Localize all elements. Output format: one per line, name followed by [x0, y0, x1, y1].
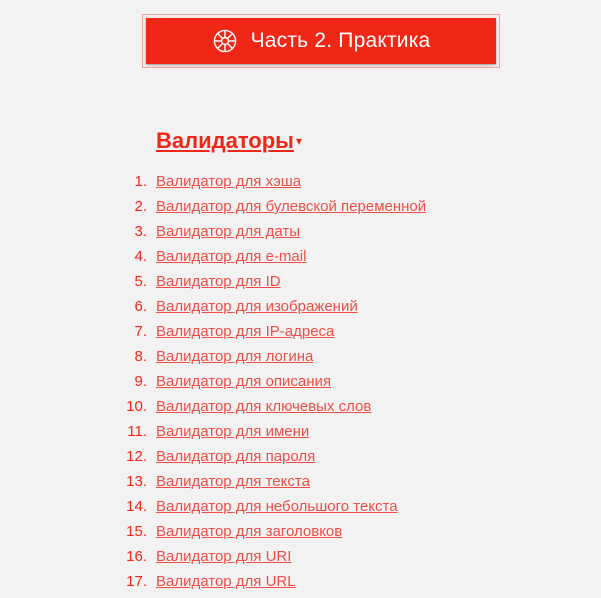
list-item-number: 12. [126, 448, 147, 465]
list-item-number: 4. [134, 248, 147, 265]
list-item-link[interactable]: Валидатор для заголовков [156, 523, 343, 540]
list-item-link[interactable]: Валидатор для небольшого текста [156, 498, 398, 515]
list-item [124, 198, 584, 223]
list-item-link[interactable]: Валидатор для текста [156, 473, 310, 490]
list-item [124, 223, 584, 248]
list-item-link[interactable]: Валидатор для ID [156, 273, 281, 290]
list-item-link[interactable]: Валидатор для даты [156, 223, 301, 240]
list-item-link[interactable]: Валидатор для IP-адреса [156, 323, 335, 340]
chevron-down-icon[interactable]: ▾ [295, 134, 303, 148]
list-item-number: 1. [134, 173, 147, 190]
list-item-number: 16. [126, 548, 147, 565]
list-item [124, 173, 584, 198]
part-banner-title: Часть 2. Практика [250, 29, 431, 52]
list-item-link[interactable]: Валидатор для имени [156, 423, 310, 440]
list-item-link[interactable]: Валидатор для e-mail [156, 248, 307, 265]
list-item-number: 11. [127, 423, 147, 440]
list-item [124, 523, 584, 548]
section-heading[interactable] [156, 128, 302, 154]
list-item-link[interactable]: Валидатор для описания [156, 373, 332, 390]
list-item [124, 548, 584, 573]
gear-icon [212, 28, 238, 54]
list-item [124, 348, 584, 373]
list-item [124, 473, 584, 498]
list-item-number: 2. [134, 198, 147, 215]
list-item [124, 273, 584, 298]
validators-list [124, 173, 584, 598]
list-item-link[interactable]: Валидатор для URI [156, 548, 292, 565]
list-item-link[interactable]: Валидатор для логина [156, 348, 314, 365]
list-item-number: 3. [134, 223, 147, 240]
list-item-number: 14. [126, 498, 147, 515]
list-item-link[interactable]: Валидатор для булевской переменной [156, 198, 427, 215]
list-item-number: 7. [134, 323, 147, 340]
list-item [124, 373, 584, 398]
list-item [124, 323, 584, 348]
part-banner [142, 14, 500, 68]
list-item-number: 5. [134, 273, 147, 290]
list-item-link[interactable]: Валидатор для URL [156, 573, 296, 590]
list-item-number: 13. [126, 473, 147, 490]
list-item-link[interactable]: Валидатор для хэша [156, 173, 302, 190]
list-item-link[interactable]: Валидатор для ключевых слов [156, 398, 372, 415]
list-item-number: 15. [126, 523, 147, 540]
list-item [124, 423, 584, 448]
part-banner-inner [146, 18, 496, 64]
list-item [124, 448, 584, 473]
list-item [124, 498, 584, 523]
list-item-number: 17. [126, 573, 147, 590]
list-item [124, 248, 584, 273]
list-item-number: 10. [126, 398, 147, 415]
list-item-number: 9. [134, 373, 147, 390]
list-item [124, 398, 584, 423]
section-heading-label: Валидаторы [156, 128, 294, 153]
list-item-number: 8. [134, 348, 147, 365]
list-item-number: 6. [134, 298, 147, 315]
list-item [124, 298, 584, 323]
list-item-link[interactable]: Валидатор для пароля [156, 448, 316, 465]
list-item-link[interactable]: Валидатор для изображений [156, 298, 358, 315]
